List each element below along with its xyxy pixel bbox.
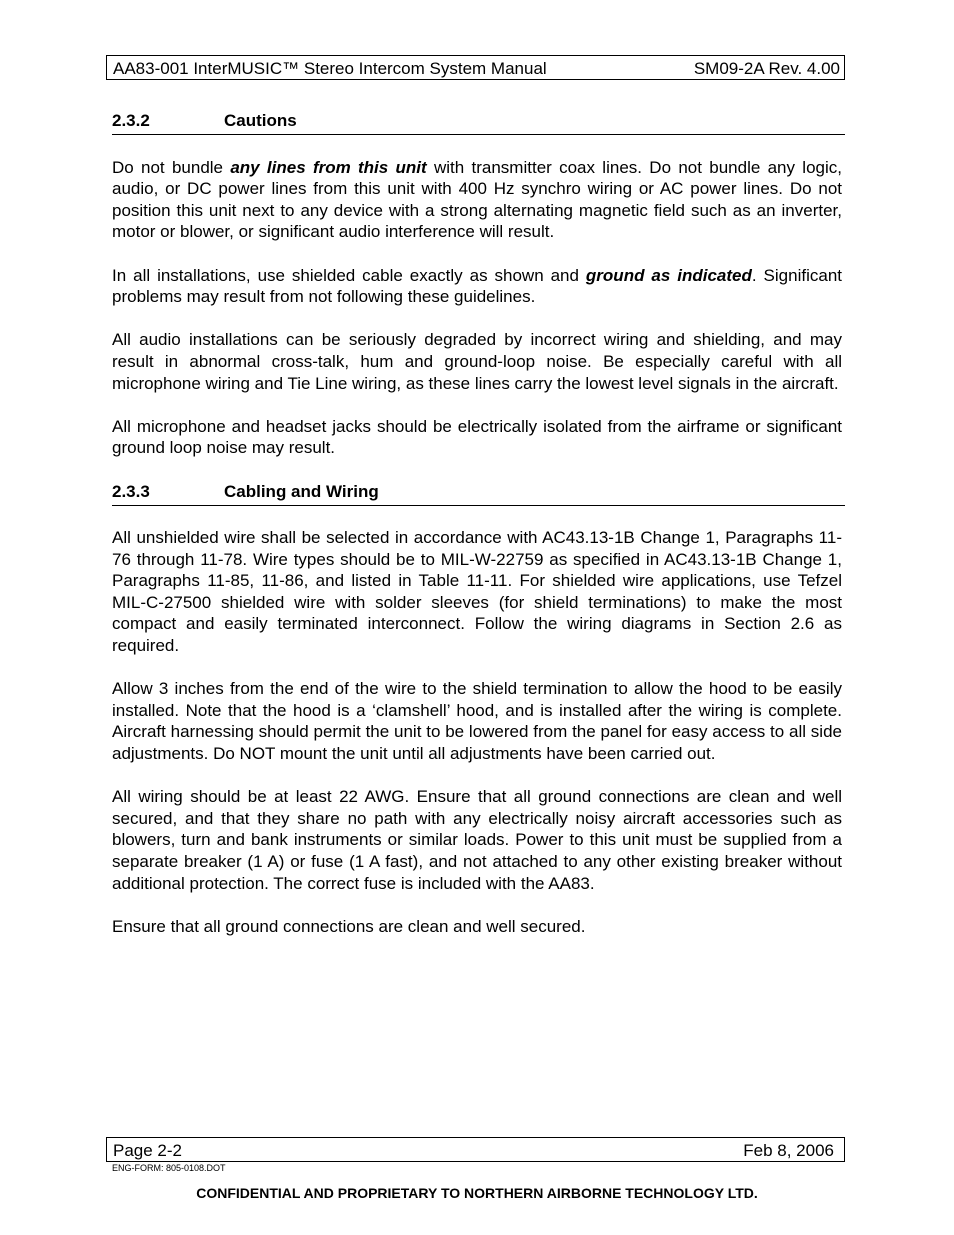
- paragraph: [112, 527, 842, 657]
- document-date: Feb 8, 2006: [743, 1141, 834, 1160]
- form-id: ENG-FORM: 805-0108.DOT: [112, 1163, 226, 1173]
- text-run: Do not bundle: [112, 157, 231, 177]
- document-revision: SM09-2A Rev. 4.00: [693, 59, 840, 78]
- paragraph: [112, 157, 842, 243]
- emphasized-text: any lines from this unit: [230, 157, 427, 177]
- emphasized-text: ground as indicated: [585, 265, 752, 285]
- page-header: [106, 55, 845, 80]
- section-heading: [112, 481, 845, 506]
- paragraph: [112, 678, 842, 764]
- text-run: Allow 3 inches from the end of the wire to the shield termination to allow the hood to be easily installed. Note that the hood is a ‘clamshell’ hood, and is installed after the wiring is complete. Aircraft harnessing should permit the unit to be lowered from the panel for easy access to all side adjustments. Do NOT mount the unit until all adjustments have been carried out.: [112, 679, 842, 764]
- text-run: Ensure that all ground connections are clean and well secured.: [112, 916, 586, 936]
- section-2-3-3: [112, 481, 842, 938]
- text-run: All microphone and headset jacks should be electrically isolated from the airframe or significant ground loop noise may result.: [112, 416, 842, 458]
- paragraph: [112, 786, 842, 894]
- paragraph: [112, 916, 842, 938]
- confidential-notice: CONFIDENTIAL AND PROPRIETARY TO NORTHERN AIRBORNE TECHNOLOGY LTD.: [196, 1185, 758, 1201]
- section-number: 2.3.3: [112, 481, 150, 501]
- text-run: . Significant problems may result from not following these guidelines.: [112, 265, 842, 307]
- section-2-3-2: [112, 110, 842, 481]
- text-run: with transmitter coax lines. Do not bundle any logic, audio, or DC power lines from this unit with 400 Hz synchro wiring or AC power lines. Do not position this unit next to any device with a strong alternating magnetic field such as an inverter, motor or blower, or significant audio interference will result.: [112, 157, 842, 242]
- document-body: [112, 110, 842, 937]
- document-title: AA83-001 InterMUSIC™ Stereo Intercom System Manual: [113, 59, 547, 78]
- text-run: All unshielded wire shall be selected in accordance with AC43.13-1B Change 1, Paragraphs 11-76 through 11-78. Wire types should be to MIL-W-22759 as specified in AC43.13-1B Change 1, Paragraphs 11-85, 11-86, and listed in Table 11-11. For shielded wire applications, use Tefzel MIL-C-27500 shielded wire with solder sleeves (for shield terminations) to make the most compact and easily terminated interconnect. Follow the wiring diagrams in Section 2.6 as required.: [112, 528, 842, 656]
- text-run: All wiring should be at least 22 AWG. Ensure that all ground connections are clean and well secured, and that they share no path with any electrically noisy aircraft accessories such as blowers, turn and bank instruments or similar loads. Power to this unit must be supplied from a separate breaker (1 A) or fuse (1 A fast), and not attached to any other existing breaker without additional protection. The correct fuse is included with the AA83.: [112, 787, 842, 893]
- text-run: In all installations, use shielded cable exactly as shown and: [112, 265, 586, 285]
- section-heading: [112, 110, 845, 135]
- paragraph: [112, 416, 842, 459]
- page-number: Page 2-2: [113, 1141, 182, 1160]
- section-title: Cautions: [224, 111, 297, 130]
- paragraph: [112, 265, 842, 308]
- text-run: All audio installations can be seriously degraded by incorrect wiring and shielding, and may result in abnormal cross-talk, hum and ground-loop noise. Be especially careful with all microphone wiring and Tie Line wiring, as these lines carry the lowest level signals in the aircraft.: [112, 330, 842, 393]
- paragraph: [112, 329, 842, 394]
- section-number: 2.3.2: [112, 111, 150, 130]
- page-footer: [106, 1137, 845, 1162]
- section-title: Cabling and Wiring: [224, 481, 379, 501]
